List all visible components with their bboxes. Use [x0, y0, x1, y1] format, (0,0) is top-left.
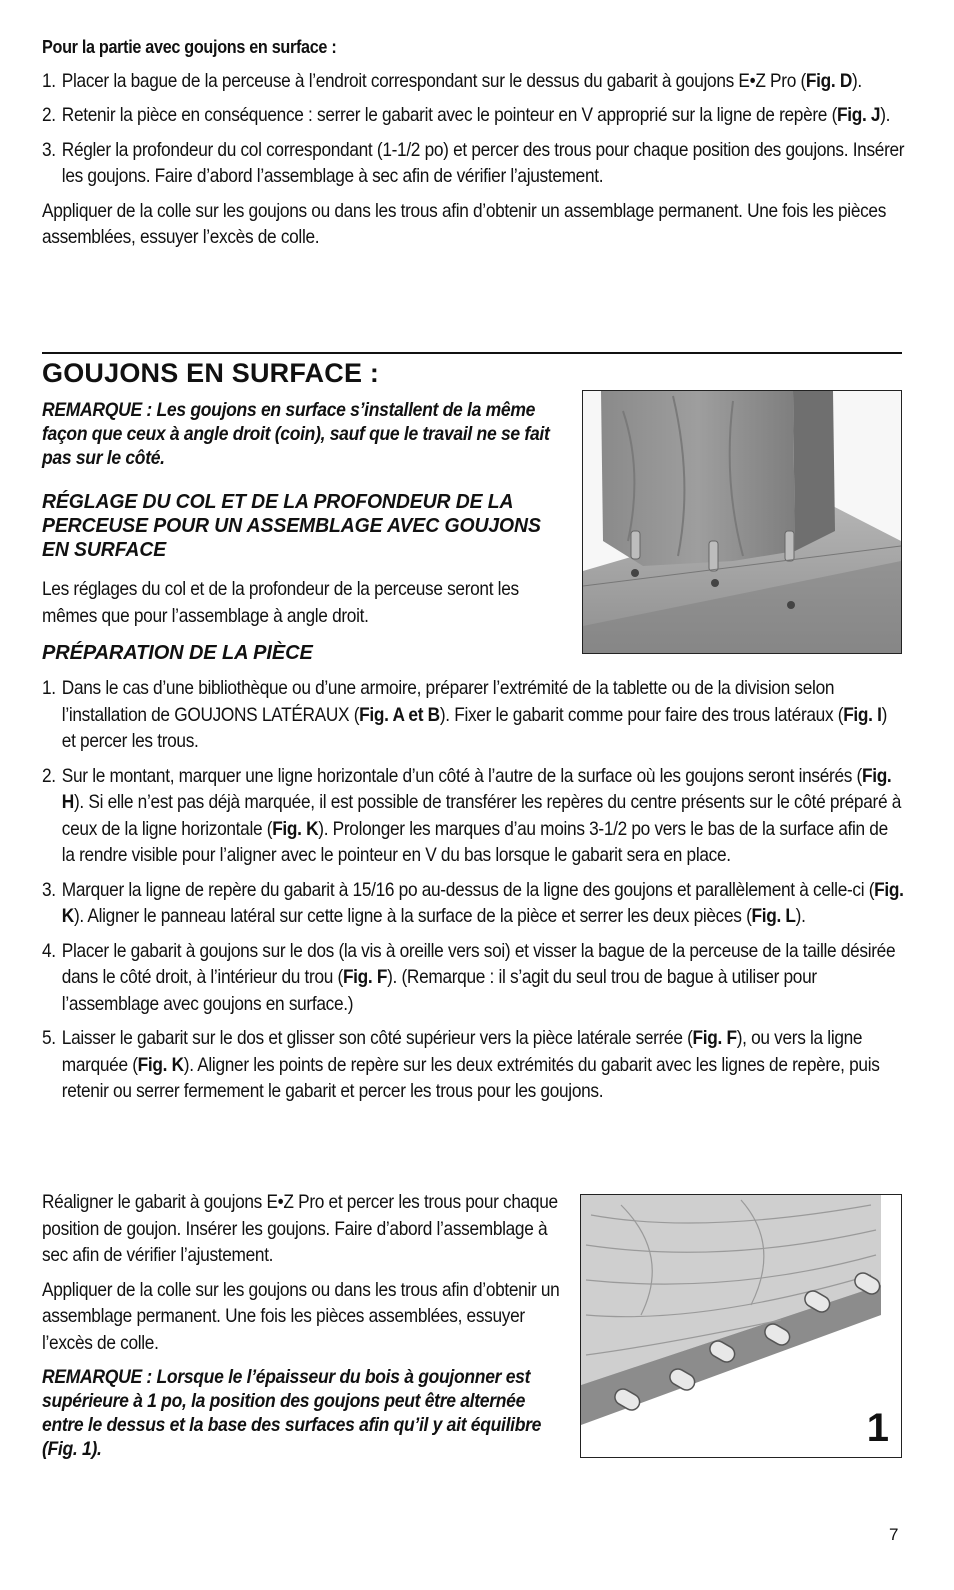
intro-block — [42, 34, 905, 252]
list-item-text: ). Si elle n’est pas déjà marquée, il est possible de transférer les repères du centre présents sur le côté préparé à ceux de la ligne horizontale ( — [61, 792, 902, 840]
paragraph-realign: Réaligner le gabarit à goujons E•Z Pro et percer les trous pour chaque position de goujon. Insérer les goujons. Faire d’abord l’assemblage à sec afin de vérifier l’ajustement. — [42, 1192, 558, 1266]
list-item — [42, 939, 905, 1019]
list-item-number: 5. — [42, 1028, 56, 1049]
list-item-text: Placer la bague de la perceuse à l’endroit correspondant sur le dessus du gabarit à goujons E•Z Pro ( — [61, 70, 806, 92]
list-item-number: 3. — [42, 139, 56, 161]
list-item-text: ). — [852, 70, 862, 92]
intro-steps-list — [42, 69, 905, 191]
photo-illustration — [583, 391, 901, 653]
figure-reference: Fig. F — [692, 1028, 737, 1049]
figure-reference: Fig. H — [61, 765, 892, 813]
list-item — [42, 103, 905, 130]
figure-1-label: 1 — [866, 1406, 889, 1450]
list-item-number: 4. — [42, 940, 56, 962]
list-item — [42, 764, 905, 870]
figure-reference: Fig. K — [272, 818, 319, 840]
figure-1-illustration — [581, 1195, 901, 1457]
list-item-text: ). — [880, 105, 891, 126]
list-item-text: Retenir la pièce en conséquence : serrer le gabarit avec le pointeur en V approprié sur la ligne de repère ( — [61, 105, 838, 126]
list-item-text: ). — [795, 906, 806, 927]
intro-section — [42, 34, 904, 260]
list-item — [42, 69, 905, 96]
list-item-number: 1. — [42, 70, 56, 92]
lower-left-column — [42, 1190, 562, 1469]
list-item-text: Laisser le gabarit sur le dos et glisser son côté supérieur vers la pièce latérale serrée ( — [61, 1028, 693, 1049]
figure-reference: Fig. D — [805, 70, 852, 92]
list-item-text: Dans le cas d’une bibliothèque ou d’une armoire, préparer l’extrémité de la tablette ou de la division selon l’installation de GOUJONS LATÉRAUX ( — [61, 678, 835, 726]
figure-reference: Fig. K — [61, 879, 904, 927]
list-item-number: 3. — [42, 879, 56, 901]
intro-heading: Pour la partie avec goujons en surface : — [42, 37, 337, 57]
subheading-piece-prep: PRÉPARATION DE LA PIÈCE — [42, 642, 313, 664]
list-item-text: ), ou vers la ligne marquée ( — [61, 1028, 863, 1076]
list-item-number: 1. — [42, 678, 56, 699]
list-item — [42, 138, 905, 191]
piece-prep-section — [42, 676, 904, 1114]
section-divider — [42, 352, 902, 354]
paragraph-drill-settings: Les réglages du col et de la profondeur de la perceuse seront les mêmes que pour l’assemblage à angle droit. — [42, 579, 519, 627]
figure-1-board-dowels — [580, 1194, 902, 1458]
figure-reference: Fig. K — [137, 1054, 184, 1076]
list-item-text: ). (Remarque : il s’agit du seul trou de bague à utiliser pour l’assemblage avec goujons en surface.) — [61, 967, 817, 1015]
list-item-number: 2. — [42, 765, 56, 787]
photo-surface-dowel-assembly — [582, 390, 902, 654]
list-item-text: Sur le montant, marquer une ligne horizontale d’un côté à l’autre de la surface où les goujons seront insérés ( — [61, 765, 862, 787]
list-item-text: ). Aligner le panneau latéral sur cette ligne à la surface de la pièce et serrer les deux pièces ( — [73, 906, 752, 927]
subheading-1-wrap — [42, 490, 562, 562]
list-item-text: ) et percer les trous. — [61, 704, 888, 752]
piece-prep-steps-list — [42, 676, 905, 1106]
para1-wrap — [42, 577, 572, 638]
intro-closing-paragraph: Appliquer de la colle sur les goujons ou dans les trous afin d’obtenir un assemblage permanent. Une fois les pièces assemblées, essuyer l’excès de colle. — [42, 200, 887, 248]
note-thickness: REMARQUE : Lorsque le l’épaisseur du bois à goujonner est supérieure à 1 po, la position des goujons peut être alternée entre le dessus et la base des surfaces afin qu’il y ait équilibre (Fig. 1). — [42, 1366, 542, 1460]
figure-reference: Fig. J — [837, 105, 881, 126]
paragraph-glue: Appliquer de la colle sur les goujons ou dans les trous afin d’obtenir un assemblage permanent. Une fois les pièces assemblées, essuyer l’excès de colle. — [42, 1279, 560, 1354]
list-item-text: Marquer la ligne de repère du gabarit à 15/16 po au-dessus de la ligne des goujons et parallèlement à celle-ci ( — [61, 879, 875, 901]
subheading-drill-settings: RÉGLAGE DU COL ET DE LA PROFONDEUR DE LA PERCEUSE POUR UN ASSEMBLAGE AVEC GOUJONS EN SURFACE — [42, 491, 541, 561]
figure-reference: Fig. I — [843, 704, 882, 726]
page-number: 7 — [889, 1525, 899, 1544]
note-surface-dowels: REMARQUE : Les goujons en surface s’installent de la même façon que ceux à angle droit (coin), sauf que le travail ne se fait pas sur le côté. — [42, 399, 550, 469]
list-item-text: Placer le gabarit à goujons sur le dos (la vis à oreille vers soi) et visser la bague de la perceuse de la taille désirée dans le côté droit, à l’intérieur du trou ( — [61, 940, 896, 988]
list-item — [42, 1026, 905, 1106]
section-title: GOUJONS EN SURFACE : — [42, 358, 380, 388]
list-item — [42, 676, 905, 756]
list-item — [42, 878, 905, 931]
figure-reference: Fig. F — [342, 967, 388, 988]
list-item-text: ). Fixer le gabarit comme pour faire des trous latéraux ( — [439, 704, 844, 726]
section-left-column — [42, 398, 582, 478]
list-item-text: ). Prolonger les marques d’au moins 3-1/2 po vers le bas de la surface afin de la rendre visible pour l’aligner avec le pointeur en V du bas lorsque le gabarit sera en place. — [61, 818, 888, 866]
figure-reference: Fig. L — [751, 906, 796, 927]
figure-reference: Fig. A et B — [359, 704, 440, 726]
list-item-text: Régler la profondeur du col correspondant (1-1/2 po) et percer des trous pour chaque position des goujons. Insérer les goujons. Faire d’abord l’assemblage à sec afin de vérifier l’ajustement. — [61, 139, 905, 187]
list-item-number: 2. — [42, 105, 56, 126]
list-item-text: ). Aligner les points de repère sur les deux extrémités du gabarit avec les lignes de repère, puis retenir ou serrer fermement le gabarit et percer les trous pour les goujons. — [61, 1054, 880, 1102]
